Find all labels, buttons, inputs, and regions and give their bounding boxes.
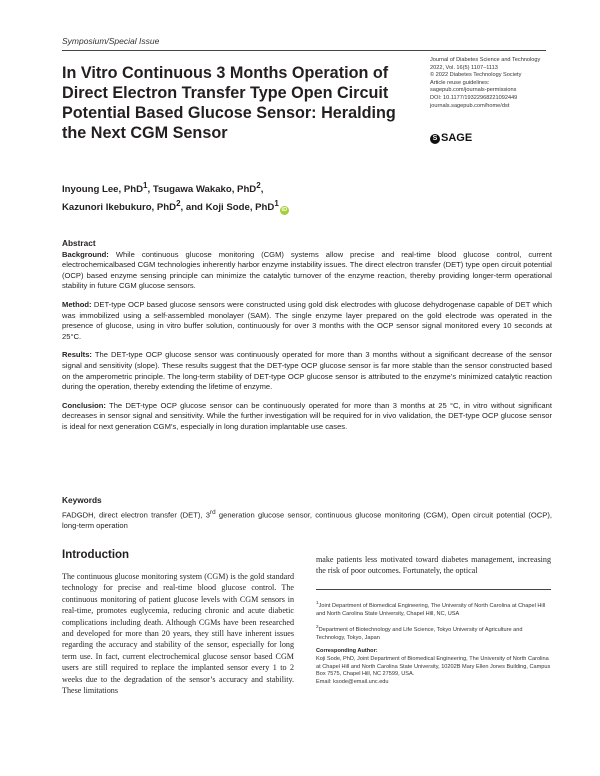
keywords-part-1: FADGDH, direct electron transfer (DET), 3 [62,510,210,520]
affiliation-1-text: Joint Department of Biomedical Engineering, The University of North Carolina at Chapel Hill and North Carolina State University, Chapel Hill, NC, USA [316,602,546,617]
introduction-heading: Introduction [62,549,130,561]
orcid-icon[interactable]: iD [281,206,288,213]
author-line-1 [62,179,402,197]
reuse-link[interactable]: sagepub.com/journals-permissions [430,87,517,94]
affiliation-marker: 1 [274,199,279,209]
background-text: While continuous glucose monitoring (CGM) systems allow precise and real-time blood glucose control, current electrochemicalbased CGM technologies inherently harbor enzyme instability issues. The direct electron transfer (DET) type open circuit potential (OCP) based enzyme sensing principle can minimize the catalytic turnover of the enzyme reaction, thereby providing longer-term operational stability in future CGM glucose sensors. [62,249,552,291]
affiliation-marker: 2 [176,199,181,209]
corresponding-author-address: Koji Sode, PhD, Joint Department of Biomedical Engineering, The University of North Carolina at Chapel Hill and North Carolina State University, 10202B Mary Ellen Jones Building, Campus Box 7575, Chapel Hill, NC 27599, USA. [316,655,551,678]
abstract-conclusion [62,401,552,433]
affiliation-marker: 1 [143,181,148,190]
article-title: In Vitro Continuous 3 Months Operation of Direct Electron Transfer Type Open Circuit Potential Based Glucose Sensor: Heralding the Next CGM Sensor [62,64,396,142]
background-label: Background: [62,249,109,259]
keywords-ordinal: rd [209,508,216,516]
journal-volume: 2022, Vol. 16(5) 1107–1113 [430,64,498,71]
affiliation-marker: 2 [256,181,261,190]
abstract-heading: Abstract [62,238,96,248]
abstract-background [62,250,552,292]
affiliation-1 [316,599,551,618]
publisher-logo [430,132,472,144]
keywords-heading: Keywords [62,495,102,505]
author-wakako: , Tsugawa Wakako, PhD [147,184,257,196]
author-ikebukuro: Kazunori Ikebukuro, PhD [62,202,177,214]
reuse-label: Article reuse guidelines: [430,79,490,86]
publisher-name: SAGE [441,132,473,144]
results-label: Results: [62,350,92,360]
abstract-results [62,350,552,392]
journal-info [430,57,570,110]
affiliation-2-marker: 2 [316,624,319,630]
author-lee: Inyoung Lee, PhD [62,184,144,196]
corresponding-author-email[interactable]: Email: ksode@email.unc.edu [316,679,389,686]
section-label: Symposium/Special Issue [62,36,160,46]
doi[interactable]: DOI: 10.1177/19322968221092449 [430,94,518,101]
conclusion-label: Conclusion: [62,400,106,410]
keywords-part-2: generation glucose sensor, continuous glucose monitoring (CGM), Open circuit potential (OCP), long-term operation [62,510,552,530]
author-line-2 [62,197,402,215]
journal-name: Journal of Diabetes Science and Technology [430,57,541,63]
footnotes [316,599,551,687]
journal-copyright: © 2022 Diabetes Technology Society [430,72,522,79]
sage-logo-icon: S [430,134,440,144]
affiliation-1-marker: 1 [316,600,319,605]
introduction-column-1: The continuous glucose monitoring system (CGM) is the gold standard technology for precise and real-time blood glucose control. The continuous monitoring of patient glucose levels with CGM sensors in real-time, promotes euglycemia, reducing chronic and acute diabetic complications including death. Although CGMs have been researched and developed for more than 20 years, they still have inherent issues regarding the accuracy and stability of the sensor, especially for long term use. In fact, current electrochemical glucose sensor based CGM users are still required to replace the implanted sensor every 1 to 2 weeks due to the degradation of the sensor’s accuracy and stability. These limitations [62,572,294,696]
header-divider [62,50,546,51]
results-text: The DET-type OCP glucose sensor was continuously operated for more than 3 months without a significant decrease of the sensor signal and sensitivity (slope). These results suggest that the DET-type OCP glucose sensor is far more stable than the sensor constructed based on the amperometric principle. The long-term stability of DET-type OCP glucose sensor is attributed to the enzyme’s minimized catalytic reaction during the operation, thereby extending the lifetime of enzyme. [62,350,552,392]
method-text: DET-type OCP based glucose sensors were constructed using gold disk electrodes with glucose dehydrogenase capable of DET which was immobilized using a self-assembled monolayer (SAM). The single enzyme layer prepared on the gold electrode was operated in the presence of glucose, using in vitro buffer solution, continuously for over 3 months with the OCP sensor signal monitored every 10 seconds at 25°C. [62,299,552,341]
introduction-column-2: make patients less motivated toward diabetes management, increasing the risk of poor outcomes. Fortunately, the optical [316,555,551,576]
keywords-text [62,508,552,532]
affiliation-2 [316,623,551,642]
journal-home-link[interactable]: journals.sagepub.com/home/dst [430,102,510,109]
footnote-divider [316,589,551,590]
abstract [62,238,552,441]
author-sode: , and Koji Sode, PhD [180,202,275,214]
corresponding-author-heading: Corresponding Author: [316,647,378,654]
affiliation-2-text: Department of Biotechnology and Life Science, Tokyo University of Agriculture and Technology, Tokyo, Japan [316,627,523,642]
abstract-method [62,300,552,342]
method-label: Method: [62,299,92,309]
conclusion-text: The DET-type OCP glucose sensor can be continuously operated for more than 3 months at 25 °C, in vitro without significant decreases in sensor signal and sensitivity. While the further investigation will be required for in vivo validation, the DET-type OCP glucose sensor is ideal for next generation CGM’s, especially in long duration implantable use cases. [62,400,552,431]
keywords [62,495,552,531]
author-separator: , [260,184,264,196]
author-list [62,179,402,216]
